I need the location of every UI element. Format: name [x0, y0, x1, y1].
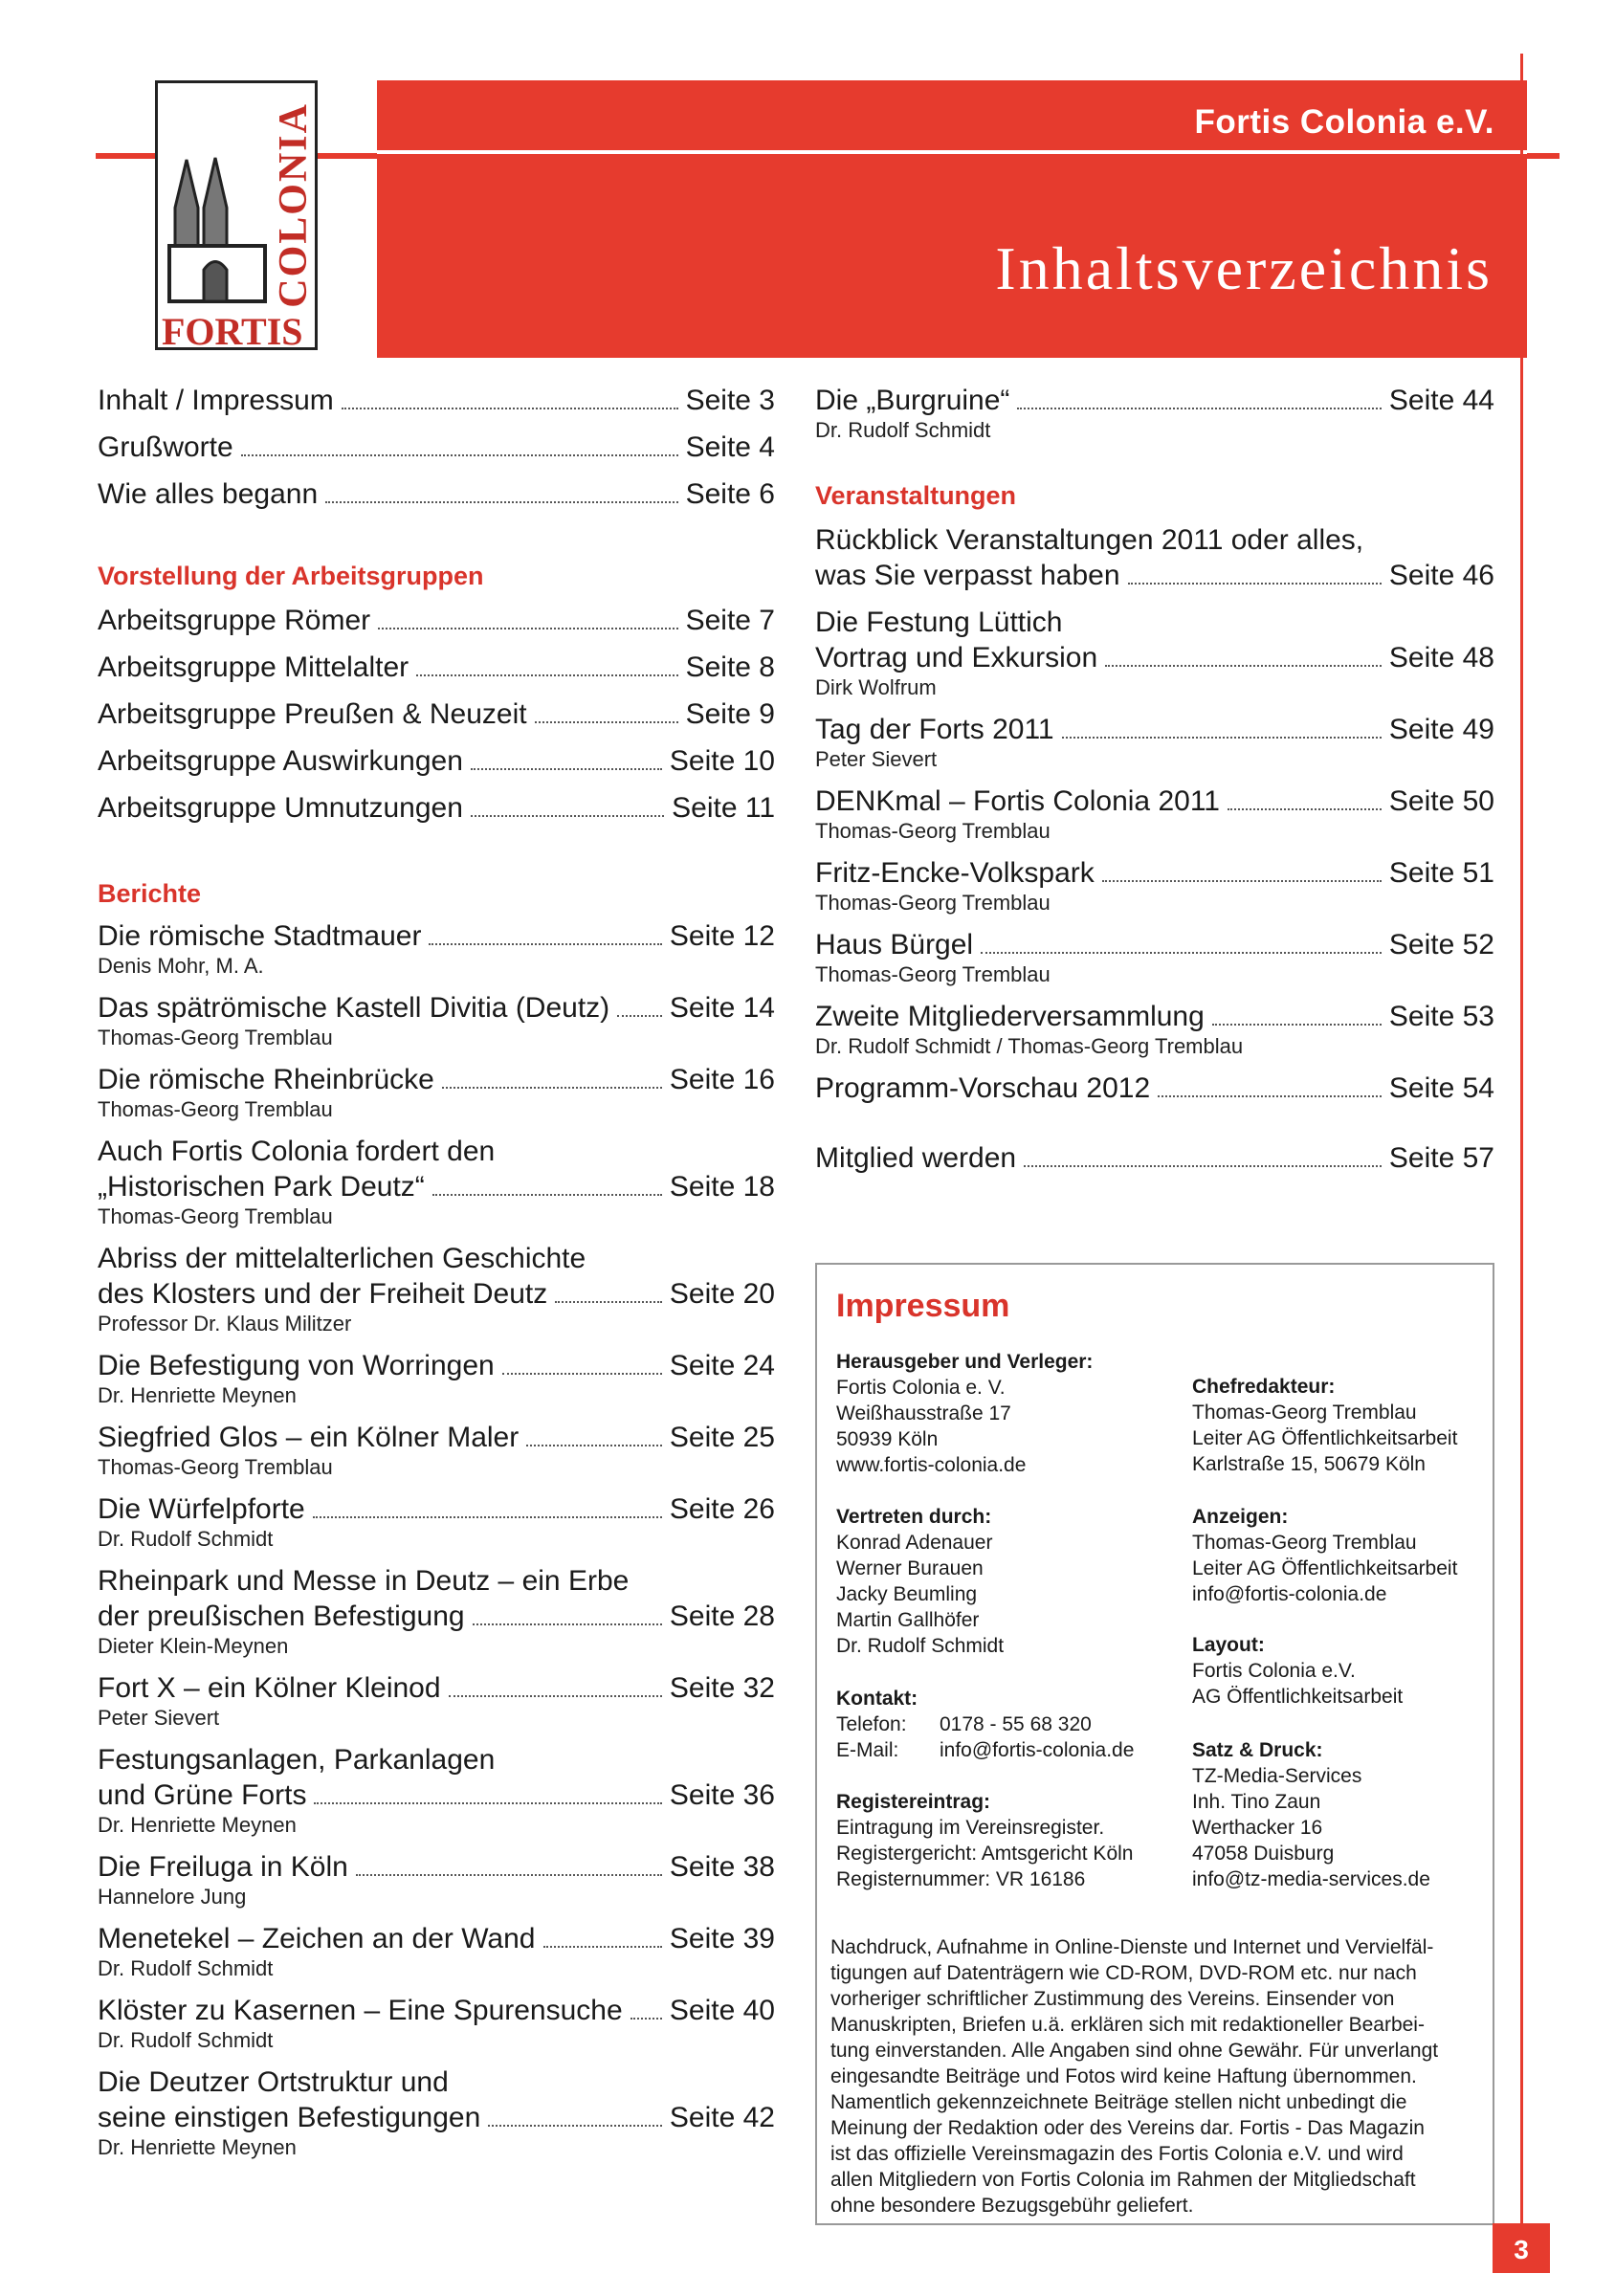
- toc-entry[interactable]: [98, 918, 775, 979]
- entry-page: Seite 18: [669, 1171, 775, 1203]
- entry-author: Dr. Henriette Meynen: [98, 1813, 297, 1837]
- entry-author: Professor Dr. Klaus Militzer: [98, 1312, 352, 1336]
- toc-entry[interactable]: [98, 1563, 775, 1659]
- entry-title: des Klosters und der Freiheit Deutz Seite 20: [98, 1278, 775, 1310]
- page-number: 3: [1493, 2223, 1550, 2273]
- entry-title: seine einstigen Befestigungen Seite 42: [98, 2102, 775, 2133]
- toc-right-column: [815, 383, 1494, 1176]
- section-heading-veranstaltungen: Veranstaltungen: [815, 481, 1017, 510]
- entry-title-line: Festungsanlagen, Parkanlagen: [98, 1744, 496, 1776]
- entry-title: Programm-Vorschau 2012 Seite 54: [815, 1072, 1494, 1104]
- entry-author: Thomas-Georg Tremblau: [98, 1026, 333, 1049]
- entry-page: Seite 24: [669, 1350, 775, 1381]
- entry-author: Thomas-Georg Tremblau: [815, 891, 1051, 915]
- website-link[interactable]: www.fortis-colonia.de: [836, 1454, 1027, 1476]
- entry-page: Seite 38: [669, 1851, 775, 1883]
- entry-author: Thomas-Georg Tremblau: [98, 1455, 333, 1479]
- entry-page: Seite 49: [1388, 714, 1494, 745]
- entry-title: Haus Bürgel Seite 52: [815, 929, 1494, 960]
- entry-page: Seite 42: [669, 2102, 775, 2133]
- impressum-anzeigen: Anzeigen: Thomas-Georg Tremblau Leiter AG Öffentlichkeitsarbeit info@fortis-colonia.de: [1192, 1506, 1458, 1605]
- fortis-colonia-logo: [155, 80, 318, 353]
- entry-page: Seite 28: [669, 1601, 775, 1632]
- entry-title-line: Abriss der mittelalterlichen Geschichte: [98, 1243, 586, 1274]
- entry-author: Dr. Rudolf Schmidt: [98, 1956, 274, 1980]
- email-link[interactable]: info@fortis-colonia.de: [1192, 1583, 1387, 1605]
- logo-colonia-text: COLONIA: [272, 102, 316, 308]
- entry-title: Siegfried Glos – ein Kölner Maler Seite 25: [98, 1422, 775, 1453]
- toc-entry[interactable]: [815, 522, 1494, 593]
- toc-entry[interactable]: [815, 1071, 1494, 1106]
- entry-author: Dr. Rudolf Schmidt: [815, 418, 991, 442]
- toc-entry[interactable]: [98, 1134, 775, 1229]
- toc-group-berichte: [98, 918, 775, 2160]
- page-title: Inhaltsverzeichnis: [995, 234, 1493, 302]
- entry-author: Dr. Rudolf Schmidt: [98, 1527, 274, 1551]
- entry-title: Die römische Stadtmauer Seite 12: [98, 920, 775, 952]
- entry-title: Vortrag und Exkursion Seite 48: [815, 642, 1494, 673]
- org-name: Fortis Colonia e.V.: [1194, 103, 1494, 141]
- entry-title: Die Befestigung von Worringen Seite 24: [98, 1350, 775, 1381]
- entry-page: Seite 53: [1388, 1001, 1494, 1032]
- phone-number[interactable]: 0178 - 55 68 320: [940, 1713, 1092, 1735]
- entry-title-line: Die Festung Lüttich: [815, 607, 1063, 638]
- entry-page: Seite 36: [669, 1779, 775, 1811]
- entry-title: Die römische Rheinbrücke Seite 16: [98, 1064, 775, 1095]
- impressum-title: Impressum: [836, 1288, 1010, 1324]
- toc-entry[interactable]: [98, 2064, 775, 2160]
- entry-title: der preußischen Befestigung Seite 28: [98, 1601, 775, 1632]
- toc-entry[interactable]: [815, 999, 1494, 1059]
- impressum-vertreten: Vertreten durch: Konrad Adenauer Werner Burauen Jacky Beumling Martin Gallhöfer Dr. Rudolf Schmidt: [836, 1506, 1005, 1657]
- impressum-chefredakteur: Chefredakteur: Thomas-Georg Tremblau Leiter AG Öffentlichkeitsarbeit Karlstraße 15, 50679 Köln: [1192, 1376, 1458, 1475]
- toc-entry[interactable]: Arbeitsgruppe Auswirkungen Seite 10: [98, 745, 775, 777]
- entry-author: Thomas-Georg Tremblau: [98, 1097, 333, 1121]
- entry-title-line: Rheinpark und Messe in Deutz – ein Erbe: [98, 1565, 630, 1597]
- margin-rule: [1520, 54, 1523, 2254]
- toc-entry[interactable]: [98, 1993, 775, 2053]
- entry-author: Dr. Rudolf Schmidt / Thomas-Georg Tremblau: [815, 1034, 1244, 1058]
- entry-author: Peter Sievert: [815, 747, 938, 771]
- entry-author: Peter Sievert: [98, 1706, 220, 1730]
- section-heading-berichte: Berichte: [98, 879, 202, 908]
- toc-entry[interactable]: [98, 1670, 775, 1731]
- toc-entry-burgruine[interactable]: Die „Burgruine“ Seite 44 Dr. Rudolf Schmidt: [815, 385, 1494, 442]
- entry-page: Seite 51: [1388, 857, 1494, 889]
- toc-group-intro: [98, 383, 775, 512]
- toc-entry[interactable]: [98, 990, 775, 1050]
- toc-entry[interactable]: [815, 605, 1494, 700]
- toc-entry[interactable]: Inhalt / Impressum Seite 3: [98, 385, 775, 416]
- toc-entry[interactable]: [98, 1420, 775, 1480]
- entry-title: Das spätrömische Kastell Divitia (Deutz) Seite 14: [98, 992, 775, 1024]
- email-link[interactable]: info@tz-media-services.de: [1192, 1868, 1430, 1890]
- toc-entry[interactable]: [815, 855, 1494, 916]
- entry-title: was Sie verpasst haben Seite 46: [815, 560, 1494, 591]
- impressum-herausgeber: Herausgeber und Verleger: Fortis Colonia e. V. Weißhausstraße 17 50939 Köln www.fortis-colonia.de: [836, 1351, 1094, 1476]
- entry-title: „Historischen Park Deutz“ Seite 18: [98, 1171, 775, 1203]
- toc-entry[interactable]: [815, 927, 1494, 987]
- entry-title: Fritz-Encke-Volkspark Seite 51: [815, 857, 1494, 889]
- entry-author: Dr. Henriette Meynen: [98, 1383, 297, 1407]
- entry-title: Zweite Mitgliederversammlung Seite 53: [815, 1001, 1494, 1032]
- toc-entry-mitglied[interactable]: Mitglied werden Seite 57: [815, 1142, 1494, 1174]
- entry-author: Dr. Henriette Meynen: [98, 2135, 297, 2159]
- impressum-satz-druck: Satz & Druck: TZ-Media-Services Inh. Tino Zaun Werthacker 16 47058 Duisburg info@tz-media-services.de: [1192, 1739, 1430, 1890]
- entry-page: Seite 52: [1388, 929, 1494, 960]
- toc-entry[interactable]: [98, 1062, 775, 1122]
- entry-author: Thomas-Georg Tremblau: [815, 962, 1051, 986]
- entry-page: Seite 46: [1388, 560, 1494, 591]
- entry-page: Seite 20: [669, 1278, 775, 1310]
- toc-entry[interactable]: [815, 784, 1494, 844]
- impressum-layout: Layout: Fortis Colonia e.V. AG Öffentlichkeitsarbeit: [1192, 1634, 1404, 1708]
- impressum-kontakt: Kontakt: Telefon: 0178 - 55 68 320 E-Mail: info@fortis-colonia.de: [836, 1688, 1135, 1761]
- entry-page: Seite 32: [669, 1672, 775, 1704]
- entry-title-line: Auch Fortis Colonia fordert den: [98, 1136, 496, 1167]
- entry-title-line: Rückblick Veranstaltungen 2011 oder alles,: [815, 524, 1364, 556]
- toc-group-veranstaltungen: [815, 522, 1494, 1106]
- impressum-box: [815, 1263, 1494, 2225]
- entry-title: und Grüne Forts Seite 36: [98, 1779, 775, 1811]
- toc-group-arbeitsgruppen: [98, 603, 775, 826]
- entry-author: Dieter Klein-Meynen: [98, 1634, 289, 1658]
- entry-title: DENKmal – Fortis Colonia 2011 Seite 50: [815, 785, 1494, 817]
- entry-page: Seite 25: [669, 1422, 775, 1453]
- toc-entry[interactable]: Grußworte Seite 4: [98, 431, 775, 463]
- entry-title: Fort X – ein Kölner Kleinod Seite 32: [98, 1672, 775, 1704]
- impressum-register: Registereintrag: Eintragung im Vereinsregister. Registergericht: Amtsgericht Köln Registernummer: VR 16186: [836, 1791, 1134, 1890]
- header-rule-inner: [377, 150, 1527, 154]
- toc-entry[interactable]: [98, 1742, 775, 1838]
- toc-entry[interactable]: Arbeitsgruppe Umnutzungen Seite 11: [98, 792, 775, 824]
- entry-title: Die Freiluga in Köln Seite 38: [98, 1851, 775, 1883]
- entry-title: Die Würfelpforte Seite 26: [98, 1493, 775, 1525]
- entry-page: Seite 26: [669, 1493, 775, 1525]
- entry-page: Seite 14: [669, 992, 775, 1024]
- entry-page: Seite 40: [669, 1995, 775, 2026]
- toc-entry[interactable]: [98, 1241, 775, 1336]
- toc-left-column: [98, 383, 775, 2160]
- section-heading-arbeitsgruppen: Vorstellung der Arbeitsgruppen: [98, 562, 484, 590]
- entry-page: Seite 16: [669, 1064, 775, 1095]
- toc-entry[interactable]: [98, 1348, 775, 1408]
- entry-title-line: Die Deutzer Ortstruktur und: [98, 2066, 449, 2098]
- entry-author: Thomas-Georg Tremblau: [98, 1204, 333, 1228]
- toc-entry[interactable]: [98, 1491, 775, 1552]
- toc-entry[interactable]: [98, 1849, 775, 1910]
- toc-entry[interactable]: [98, 1921, 775, 1981]
- toc-entry[interactable]: Arbeitsgruppe Mittelalter Seite 8: [98, 651, 775, 683]
- toc-entry[interactable]: Wie alles begann Seite 6: [98, 478, 775, 510]
- entry-page: Seite 12: [669, 920, 775, 952]
- impressum-disclaimer: Nachdruck, Aufnahme in Online-Dienste und Internet und Vervielfäl- tigungen auf Datenträgern wie CD-ROM, DVD-ROM etc. nur nach vorheriger schriftlicher Zustimmung des Vereins. Einsender von Manuskripten, Briefen u.ä. erklären sich mit redaktioneller Bearbei- tung einverstanden. Alle Angaben sind ohne Gewähr. Für unverlangt eingesandte Beiträge und Fotos wird keine Haftung übernommen. Namentlich gekennzeichnete Beiträge stellen nicht unbedingt die Meinung der Redaktion oder des Vereins dar. Fortis - Das Magazin ist das offizielle Vereinsmagazin des Fortis Colonia e.V. und wird allen Mitgliedern von Fortis Colonia im Rahmen der Mitgliedschaft ohne besondere Bezugsgebühr geliefert.: [830, 1936, 1439, 2217]
- entry-author: Denis Mohr, M. A.: [98, 954, 264, 978]
- entry-author: Dirk Wolfrum: [815, 675, 937, 699]
- email-link[interactable]: info@fortis-colonia.de: [940, 1739, 1135, 1761]
- entry-page: Seite 48: [1388, 642, 1494, 673]
- cathedral-icon: [166, 141, 271, 303]
- entry-author: Hannelore Jung: [98, 1885, 247, 1909]
- entry-title: Menetekel – Zeichen an der Wand Seite 39: [98, 1923, 775, 1954]
- entry-page: Seite 54: [1388, 1072, 1494, 1104]
- logo-fortis-text: FORTIS: [162, 310, 303, 353]
- entry-author: Dr. Rudolf Schmidt: [98, 2028, 274, 2052]
- entry-author: Thomas-Georg Tremblau: [815, 819, 1051, 843]
- toc-entry[interactable]: Arbeitsgruppe Römer Seite 7: [98, 605, 775, 636]
- entry-title: Klöster zu Kasernen – Eine Spurensuche Seite 40: [98, 1995, 775, 2026]
- entry-page: Seite 50: [1388, 785, 1494, 817]
- toc-entry[interactable]: Arbeitsgruppe Preußen & Neuzeit Seite 9: [98, 698, 775, 730]
- entry-page: Seite 39: [669, 1923, 775, 1954]
- entry-title: Tag der Forts 2011 Seite 49: [815, 714, 1494, 745]
- toc-entry[interactable]: [815, 712, 1494, 772]
